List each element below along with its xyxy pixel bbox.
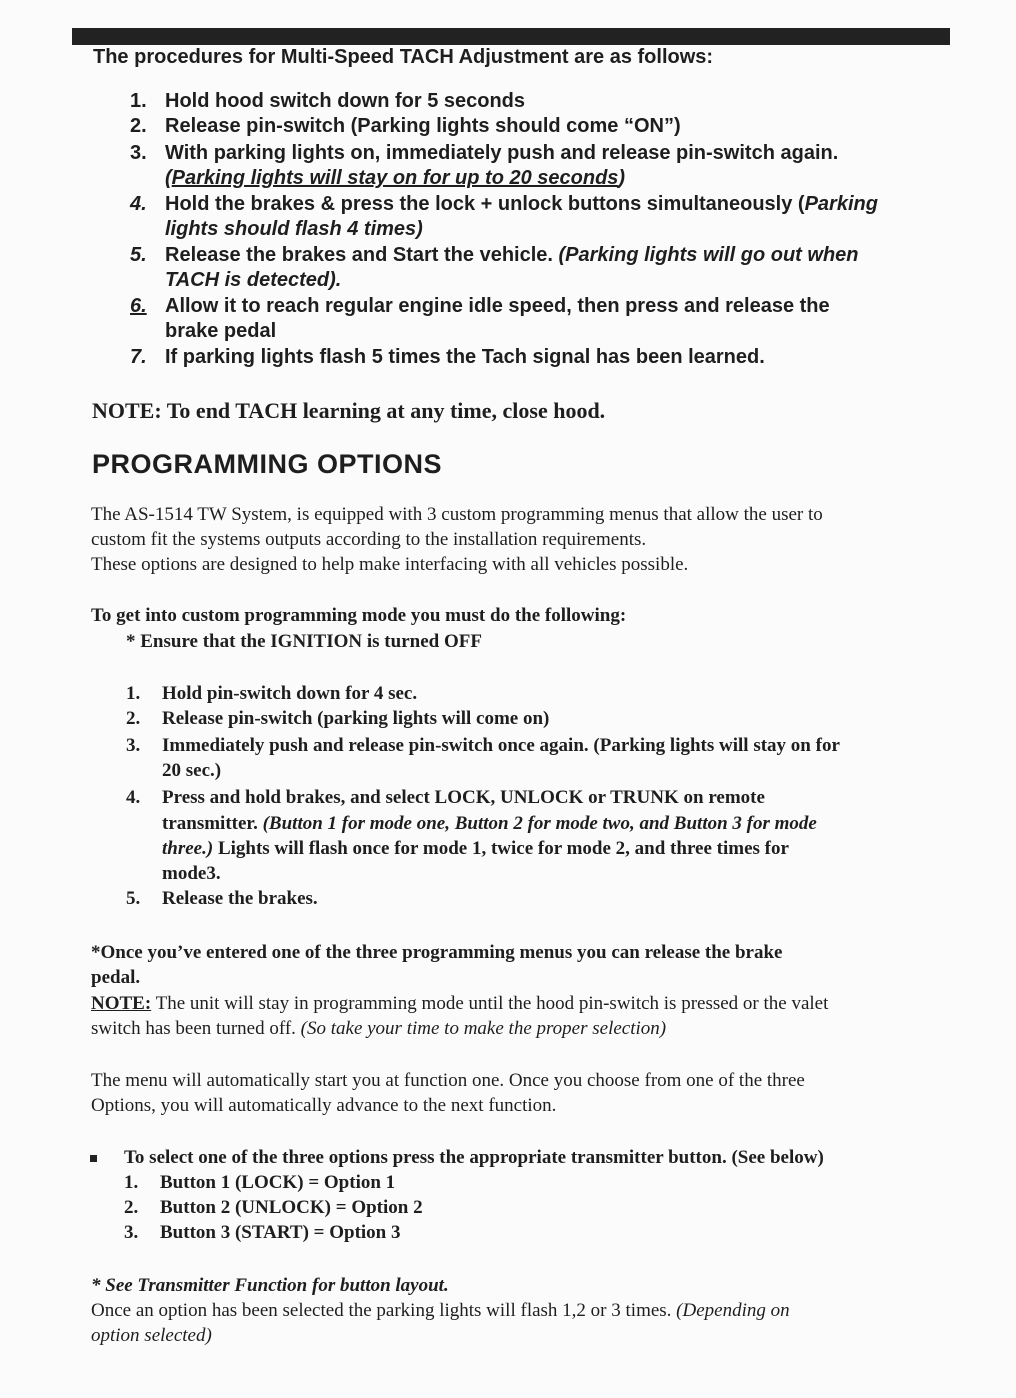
button-option-number: 3. (124, 1222, 139, 1243)
button-option-number: 1. (124, 1172, 139, 1193)
programming-mode-note: NOTE: The unit will stay in programming mode until the hood pin-switch is pressed or the valet (91, 993, 829, 1014)
programming-step-text: Press and hold brakes, and select LOCK, UNLOCK or TRUNK on remote (162, 787, 765, 808)
tach-step-number: 7. (130, 346, 147, 368)
button-option-text: Button 3 (START) = Option 3 (160, 1222, 401, 1243)
programming-step-text: three.) Lights will flash once for mode 1, twice for mode 2, and three times for (162, 838, 789, 859)
programming-step-number: 4. (126, 787, 141, 808)
programming-step-text: transmitter. (Button 1 for mode one, Button 2 for mode two, and Button 3 for mode (162, 813, 817, 834)
final-paragraph: option selected) (91, 1325, 212, 1346)
menu-paragraph-line: Options, you will automatically advance to the next function. (91, 1095, 557, 1116)
tach-step-text: lights should flash 4 times) (165, 218, 423, 240)
programming-step-text: Release the brakes. (162, 888, 318, 909)
button-option-text: Button 2 (UNLOCK) = Option 2 (160, 1197, 423, 1218)
tach-step-text: TACH is detected). (165, 269, 342, 291)
tach-step-text: Allow it to reach regular engine idle speed, then press and release the (165, 295, 830, 317)
programming-step-number: 3. (126, 735, 141, 756)
tach-step-text: If parking lights flash 5 times the Tach signal has been learned. (165, 346, 765, 368)
programming-step-text: Immediately push and release pin-switch once again. (Parking lights will stay on for (162, 735, 840, 756)
tach-step-text: With parking lights on, immediately push and release pin-switch again. (165, 142, 839, 164)
tach-step-number: 5. (130, 244, 147, 266)
intro-paragraph-line: custom fit the systems outputs according to the installation requirements. (91, 529, 647, 550)
tach-step-text: Release the brakes and Start the vehicle. (Parking lights will go out when (165, 244, 859, 266)
tach-step-number: 3. (130, 142, 147, 164)
see-transmitter-note: * See Transmitter Function for button layout. (91, 1275, 449, 1296)
tach-step-number: 6. (130, 295, 147, 317)
programming-options-title: PROGRAMMING OPTIONS (92, 449, 443, 479)
programming-step-text: mode3. (162, 863, 221, 884)
programming-step-text: Hold pin-switch down for 4 sec. (162, 683, 418, 704)
programming-step-text: 20 sec.) (162, 760, 222, 781)
select-options-heading: To select one of the three options press the appropriate transmitter button. (See below) (124, 1147, 824, 1168)
tach-step-number: 4. (130, 193, 147, 215)
intro-paragraph-line: These options are designed to help make interfacing with all vehicles possible. (91, 554, 689, 575)
programming-step-text: Release pin-switch (parking lights will come on) (162, 708, 550, 729)
once-entered-note: pedal. (91, 967, 141, 988)
tach-step-subnote: (Parking lights will stay on for up to 20 seconds) (165, 167, 626, 189)
tach-step-text: brake pedal (165, 320, 277, 342)
programming-step-number: 2. (126, 708, 141, 729)
tach-step-text: Hold the brakes & press the lock + unlock buttons simultaneously (Parking (165, 193, 878, 215)
programming-step-number: 5. (126, 888, 141, 909)
menu-paragraph-line: The menu will automatically start you at function one. Once you choose from one of the three (91, 1070, 805, 1091)
once-entered-note: *Once you’ve entered one of the three programming menus you can release the brake (91, 942, 783, 963)
tach-step-number: 1. (130, 90, 147, 112)
button-option-number: 2. (124, 1197, 139, 1218)
tach-step-text: Release pin-switch (Parking lights should come “ON”) (165, 115, 681, 137)
top-header-bar (72, 28, 950, 45)
intro-paragraph-line: The AS-1514 TW System, is equipped with 3 custom programming menus that allow the user to (91, 504, 823, 525)
bullet-icon (90, 1155, 97, 1162)
programming-step-number: 1. (126, 683, 141, 704)
ignition-note: * Ensure that the IGNITION is turned OFF (126, 631, 482, 652)
tach-end-note: NOTE: To end TACH learning at any time, close hood. (92, 398, 606, 423)
enter-programming-heading: To get into custom programming mode you must do the following: (91, 605, 627, 626)
final-paragraph: Once an option has been selected the parking lights will flash 1,2 or 3 times. (Depending on (91, 1300, 790, 1321)
programming-mode-note: switch has been turned off. (So take your time to make the proper selection) (91, 1018, 667, 1039)
tach-step-number: 2. (130, 115, 147, 137)
tach-step-text: Hold hood switch down for 5 seconds (165, 90, 526, 112)
button-option-text: Button 1 (LOCK) = Option 1 (160, 1172, 396, 1193)
tach-heading: The procedures for Multi-Speed TACH Adjustment are as follows: (93, 46, 714, 68)
